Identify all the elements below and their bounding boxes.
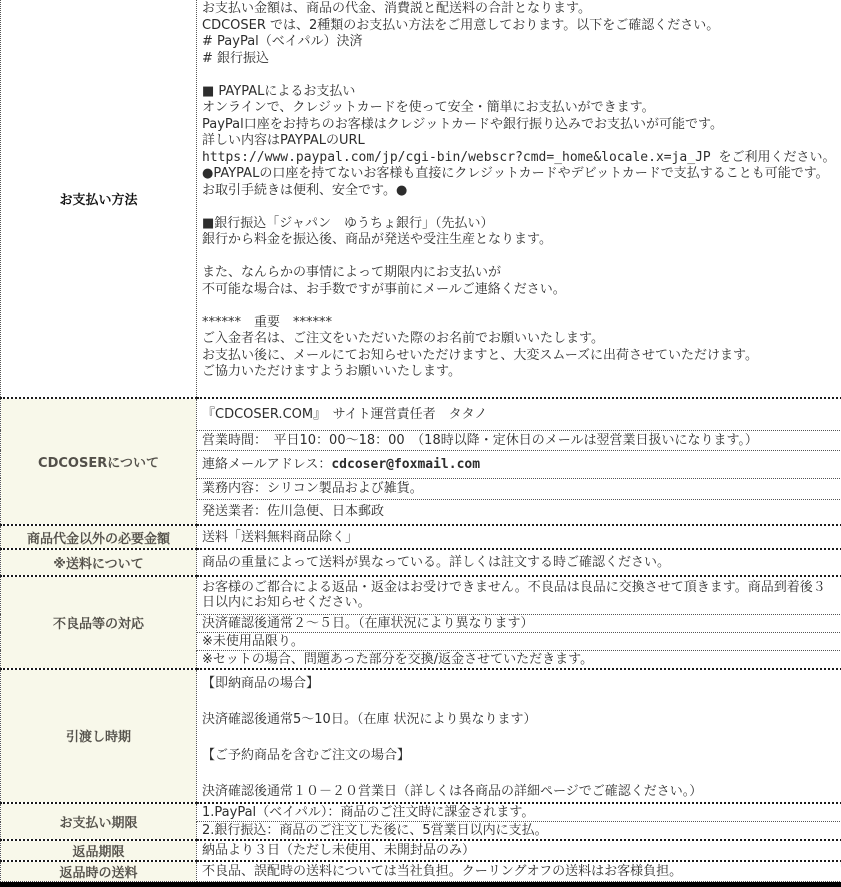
row-return-deadline bbox=[1, 840, 841, 861]
contact-email-address: cdcoser@foxmail.com bbox=[331, 457, 480, 472]
text-line: ●PAYPALの口座を持てないお客様も直接にクレジットカードやデビットカードで支払することも可能です。 bbox=[202, 166, 836, 183]
bottom-divider-bar bbox=[0, 882, 841, 887]
delivery-ready-header: 【即納商品の場合】 bbox=[202, 675, 836, 693]
payment-deadline-bank: 2.銀行振込：商品のご注文した後に、5営業日以内に支払。 bbox=[197, 822, 841, 841]
extra-fees-text: 送料「送料無料商品除く」 bbox=[197, 525, 841, 549]
paypal-url: https://www.paypal.com/jp/cgi-bin/webscr?cmd=_home&locale.x=ja_JP をご利用ください。 bbox=[202, 150, 836, 167]
label-payment-deadline: お支払い期限 bbox=[1, 803, 197, 841]
label-return-shipping: 返品時の送料 bbox=[1, 861, 197, 882]
text-line: お支払い後に、メールにてお知らせいただけますと、大変スムーズに出荷させていただけます。 bbox=[202, 348, 836, 365]
defects-policy: お客様のご都合による返品・返金はお受けできません。不良品は良品に交換させて頂きます。商品到着後３日以内にお知らせください。 bbox=[197, 576, 841, 614]
return-deadline-text: 納品より３日（ただし未使用、未開封品のみ） bbox=[197, 840, 841, 861]
contact-email-label: 連絡メールアドレス： bbox=[202, 457, 331, 472]
text-line: お取引手続きは便利、安全です。● bbox=[202, 183, 836, 200]
text-line: ご協力いただけますようお願いいたします。 bbox=[202, 364, 836, 381]
blank-line bbox=[202, 249, 836, 266]
delivery-preorder-time: 決済確認後通常１０－２０営業日（詳しくは各商品の詳細ページでご確認ください。） bbox=[202, 783, 836, 801]
row-shipping-note bbox=[1, 549, 841, 576]
label-delivery-time: 引渡し時期 bbox=[1, 669, 197, 803]
business-hours: 営業時間： 平日10：00～18：00 （18時以降・定休日のメールは翌営業日扱いになります。） bbox=[197, 430, 841, 450]
delivery-time-content bbox=[197, 669, 841, 803]
text-line: CDCOSER では、2種類のお支払い方法をご用意しております。以下をご確認ください。 bbox=[202, 18, 836, 35]
text-line: PayPal口座をお持ちのお客様はクレジットカードや銀行振り込みでお支払いが可能です。 bbox=[202, 117, 836, 134]
row-delivery-time bbox=[1, 669, 841, 803]
label-defects: 不良品等の対応 bbox=[1, 576, 197, 669]
defects-set-note: ※セットの場合、問題あった部分を交換/返金させていただきます。 bbox=[197, 650, 841, 669]
label-return-deadline: 返品期限 bbox=[1, 840, 197, 861]
text-line: お支払い金額は、商品の代金、消費説と配送料の合計となります。 bbox=[202, 1, 836, 18]
text-line: # 銀行振込 bbox=[202, 51, 836, 68]
delivery-ready-time: 決済確認後通常5～10日。（在庫 状況により異なります） bbox=[202, 711, 836, 729]
row-extra-fees bbox=[1, 525, 841, 549]
text-line: オンラインで、クレジットカードを使って安全・簡単にお支払いができます。 bbox=[202, 100, 836, 117]
payment-deadline-paypal: 1.PayPal（ベイパル）：商品のご注文時に課金されます。 bbox=[197, 803, 841, 822]
important-note-header: ****** 重要 ****** bbox=[202, 315, 836, 332]
site-operator: 『CDCOSER.COM』 サイト運営責任者 タタノ bbox=[197, 398, 841, 430]
label-extra-fees: 商品代金以外の必要金額 bbox=[1, 525, 197, 549]
blank-line bbox=[202, 693, 836, 711]
business-content: 業務内容：シリコン製品および雑貨。 bbox=[197, 478, 841, 499]
text-line: # PayPal（ベイパル）決済 bbox=[202, 34, 836, 51]
delivery-preorder-header: 【ご予約商品を含むご注文の場合】 bbox=[202, 747, 836, 765]
payment-method-content bbox=[197, 0, 841, 398]
row-return-shipping bbox=[1, 861, 841, 882]
blank-line bbox=[202, 67, 836, 84]
blank-line bbox=[202, 298, 836, 315]
defects-timing: 決済確認後通常２～５日。（在庫状況により異なります） bbox=[197, 614, 841, 632]
label-about-cdcoser: CDCOSERについて bbox=[1, 398, 197, 525]
row-payment-method bbox=[1, 0, 841, 398]
row-payment-deadline-paypal bbox=[1, 803, 841, 822]
blank-line bbox=[202, 729, 836, 747]
row-defects-policy bbox=[1, 576, 841, 614]
defects-unused-only: ※未使用品限り。 bbox=[197, 632, 841, 650]
text-line: 詳しい内容はPAYPALのURL bbox=[202, 133, 836, 150]
blank-line bbox=[202, 765, 836, 783]
text-line: ■銀行振込「ジャパン ゆうちょ銀行」（先払い） bbox=[202, 216, 836, 233]
text-line: ご入金者名は、ご注文をいただいた際のお名前でお願いいたします。 bbox=[202, 331, 836, 348]
blank-line bbox=[202, 199, 836, 216]
row-about-site bbox=[1, 398, 841, 430]
text-line: 銀行から料金を振込後、商品が発送や受注生産となります。 bbox=[202, 232, 836, 249]
return-shipping-text: 不良品、誤配時の送料については当社負担。クーリングオフの送料はお客様負担。 bbox=[197, 861, 841, 882]
label-shipping-note: ※送料について bbox=[1, 549, 197, 576]
shipping-note-text: 商品の重量によって送料が異なっている。詳しくは註文する時ご確認ください。 bbox=[197, 549, 841, 576]
text-line: また、なんらかの事情によって期限内にお支払いが bbox=[202, 265, 836, 282]
label-payment-method: お支払い方法 bbox=[1, 0, 197, 398]
text-line: ■ PAYPALによるお支払い bbox=[202, 84, 836, 101]
shipping-carrier: 発送業者：佐川急便、日本郵政 bbox=[197, 499, 841, 525]
contact-email-cell bbox=[197, 450, 841, 478]
text-line: 不可能な場合は、お手数ですが事前にメールご連絡ください。 bbox=[202, 282, 836, 299]
